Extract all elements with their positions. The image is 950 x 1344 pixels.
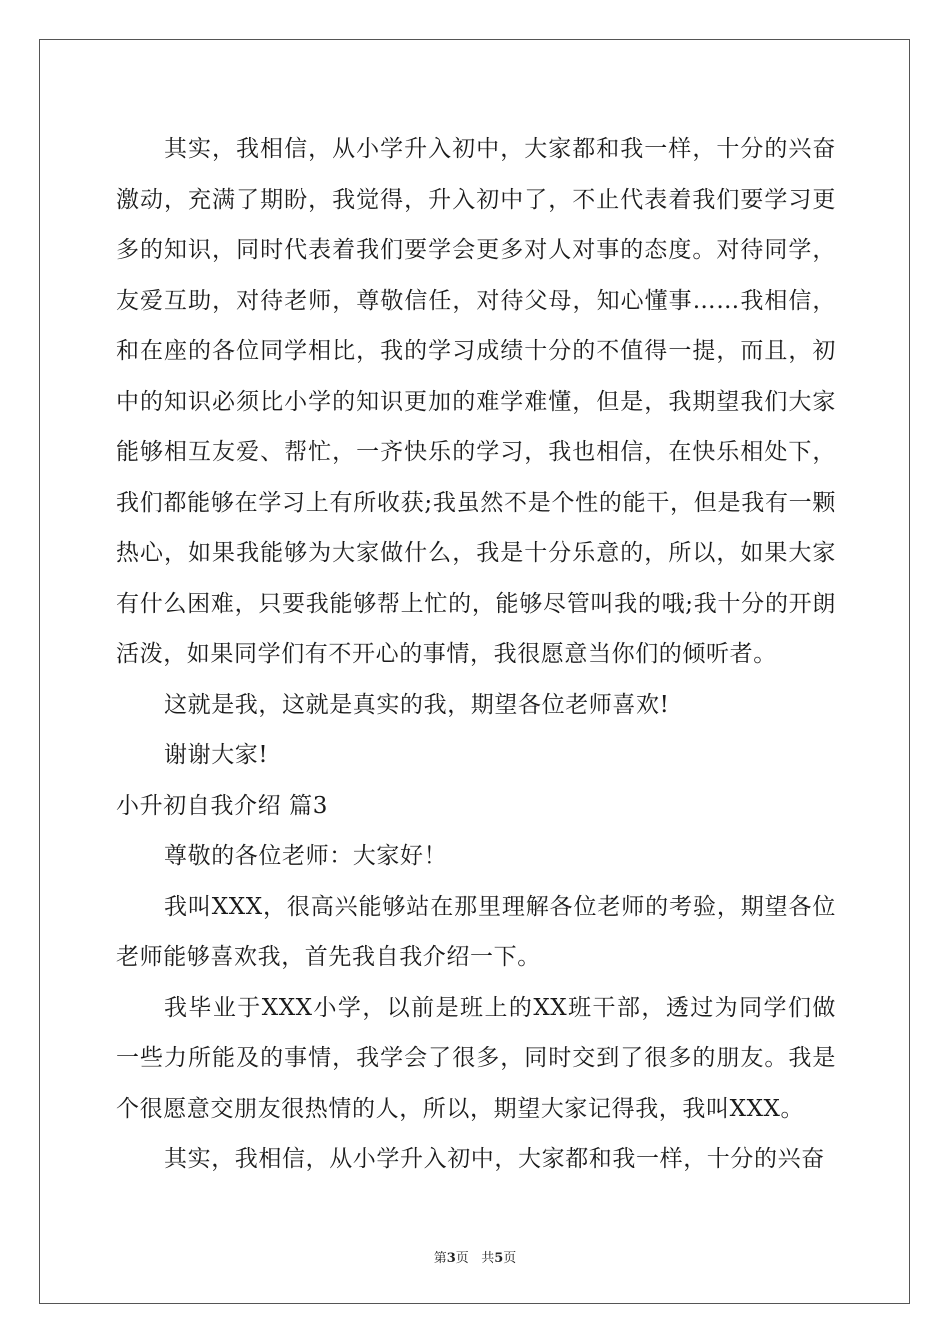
page-number: 3 [446,1251,456,1266]
total-prefix: 共 [481,1251,495,1266]
page-prefix: 第 [433,1251,447,1266]
paragraph: 这就是我，这就是真实的我，期望各位老师喜欢! [164,691,670,718]
page-footer [0,1247,950,1266]
document-body [116,124,836,1185]
total-pages: 5 [494,1251,504,1266]
paragraph: 尊敬的各位老师：大家好！ [164,843,448,869]
paragraph: 我毕业于XXX小学，以前是班上的XX班干部，透过为同学们做一些力所能及的事情，我学会了很多，同时交到了很多的朋友。我是个很愿意交朋友很热情的人，所以，期望大家记得我，我叫XXX。 [116,994,836,1122]
paragraph: 谢谢大家! [164,742,269,768]
paragraph: 其实，我相信，从小学升入初中，大家都和我一样，十分的兴奋 [164,1146,825,1172]
paragraph: 我叫XXX，很高兴能够站在那里理解各位老师的考验，期望各位老师能够喜欢我，首先我自我介绍一下。 [116,893,836,970]
section-heading: 小升初自我介绍 篇3 [116,792,328,819]
total-suffix: 页 [503,1251,517,1266]
paragraph: 其实，我相信，从小学升入初中，大家都和我一样，十分的兴奋激动，充满了期盼，我觉得，升入初中了，不止代表着我们要学习更多的知识，同时代表着我们要学会更多对人对事的态度。对待同学，友爱互助，对待老师，尊敬信任，对待父母，知心懂事……我相信，和在座的各位同学相比，我的学习成绩十分的不值得一提，而且，初中的知识必须比小学的知识更加的难学难懂，但是，我期望我们大家能够相互友爱、帮忙，一齐快乐的学习，我也相信，在快乐相处下，我们都能够在学习上有所收获;我虽然不是个性的能干，但是我有一颗热心，如果我能够为大家做什么，我是十分乐意的，所以，如果大家有什么困难，只要我能够帮上忙的，能够尽管叫我的哦;我十分的开朗活泼，如果同学们有不开心的事情，我很愿意当你们的倾听者。 [116,136,836,667]
page-suffix: 页 [455,1251,469,1266]
